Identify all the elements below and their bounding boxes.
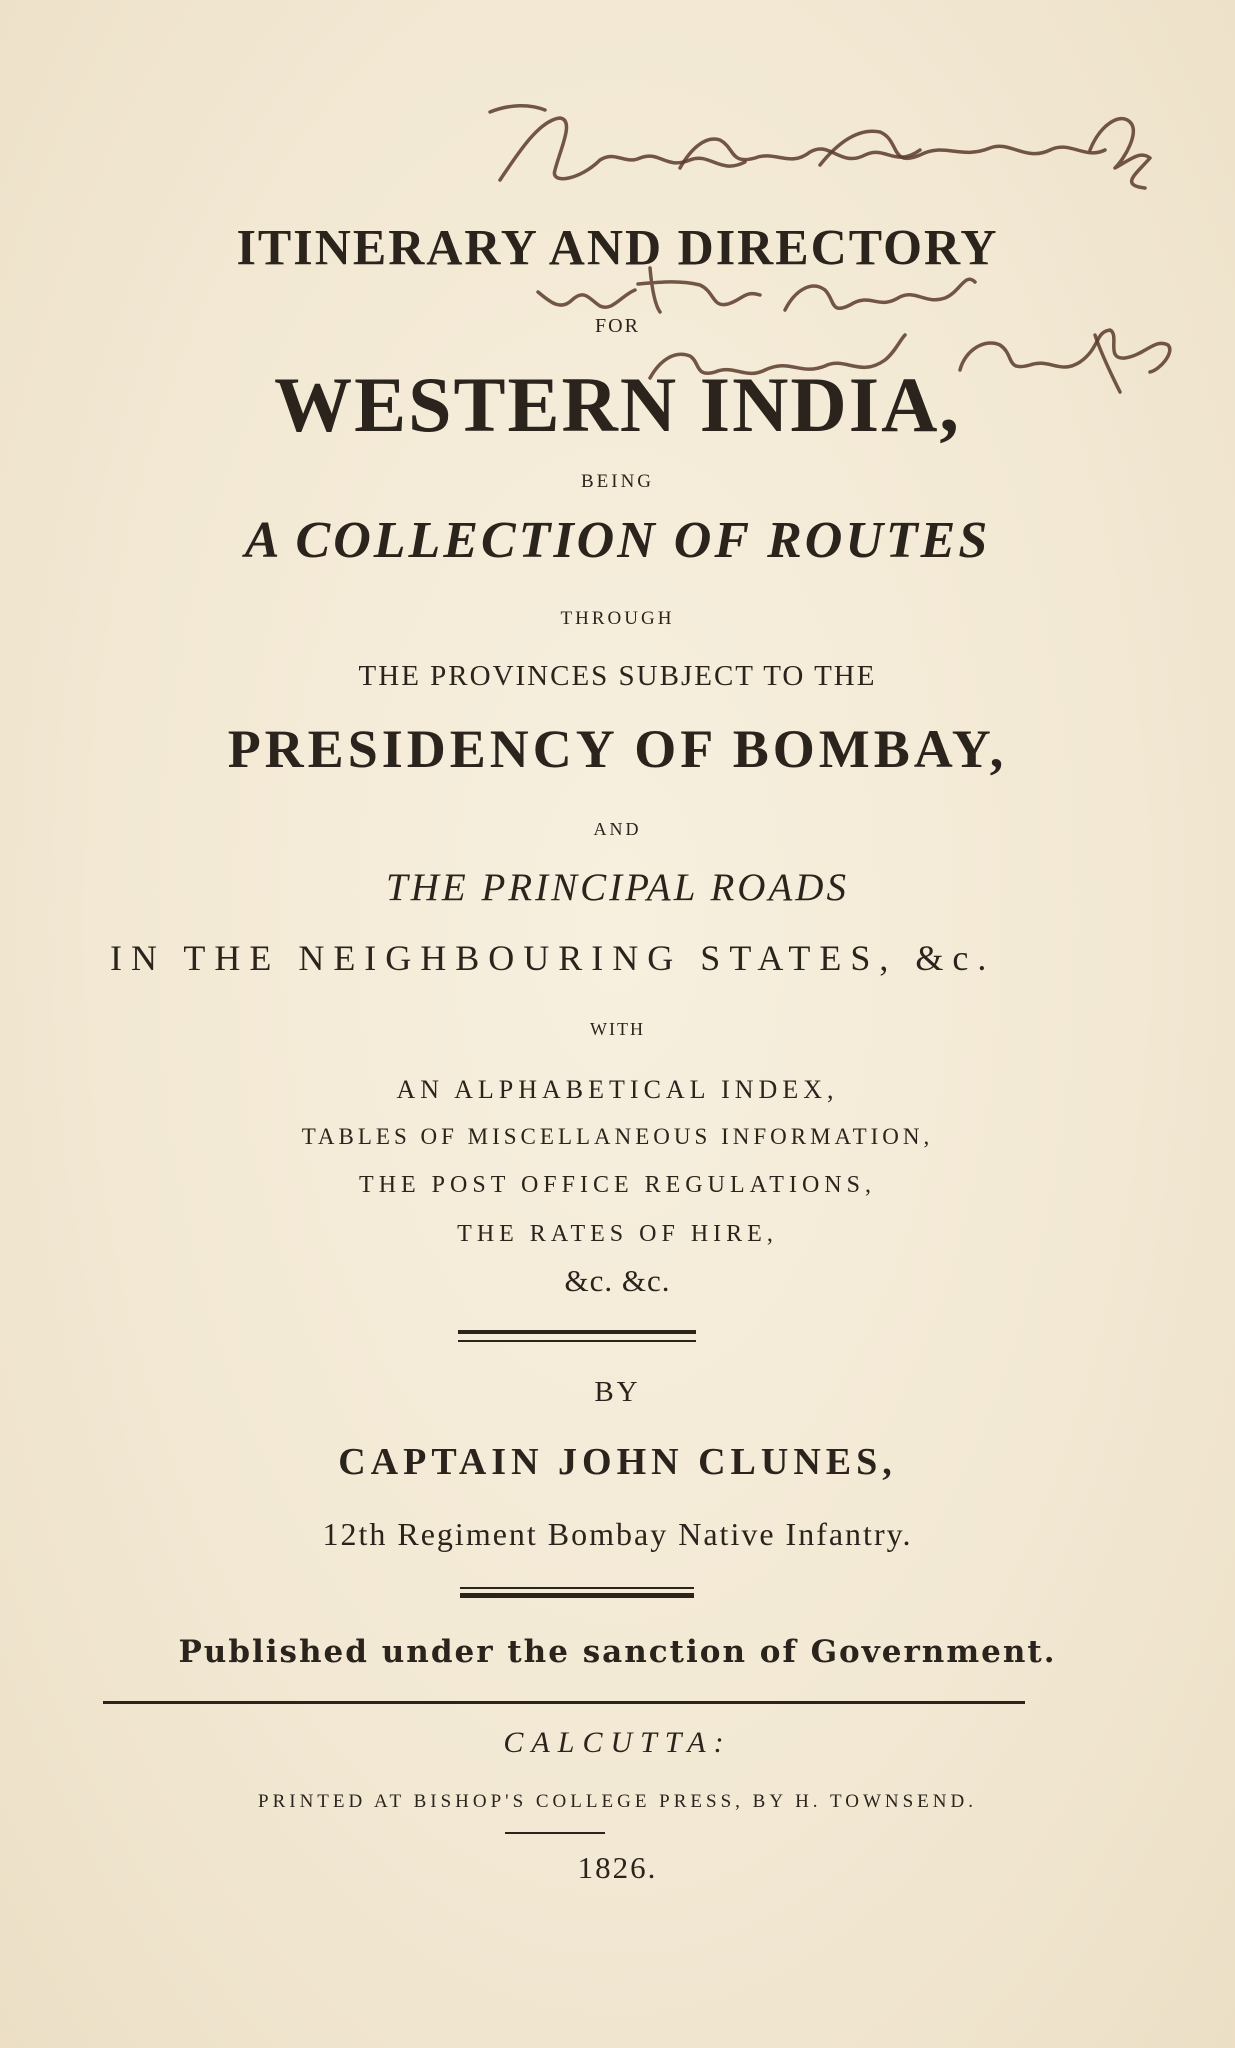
- title-line-western-india: WESTERN INDIA,: [274, 361, 961, 448]
- imprint-divider: [103, 1701, 1025, 1704]
- title-principal-roads: THE PRINCIPAL ROADS: [386, 866, 849, 909]
- double-rule-top: [458, 1330, 696, 1334]
- title-provinces: THE PROVINCES SUBJECT TO THE: [358, 660, 877, 692]
- contents-item: THE POST OFFICE REGULATIONS,: [359, 1172, 876, 1198]
- title-and: AND: [593, 819, 642, 839]
- contents-item: AN ALPHABETICAL INDEX,: [396, 1075, 839, 1104]
- imprint-year: 1826.: [577, 1850, 658, 1885]
- contents-with: WITH: [590, 1019, 645, 1039]
- double-rule-bottom: [460, 1593, 694, 1598]
- title-through: THROUGH: [560, 608, 675, 629]
- title-presidency-of-bombay: PRESIDENCY OF BOMBAY,: [227, 719, 1008, 779]
- contents-item: TABLES OF MISCELLANEOUS INFORMATION,: [301, 1124, 934, 1149]
- contents-etc: &c. &c.: [564, 1263, 671, 1298]
- inscription-line-1: [490, 106, 1150, 188]
- title-for: FOR: [595, 315, 640, 337]
- author-name: CAPTAIN JOHN CLUNES,: [338, 1441, 897, 1483]
- imprint-city: CALCUTTA:: [503, 1726, 732, 1759]
- title-neighbouring-states: IN THE NEIGHBOURING STATES, &c.: [110, 938, 996, 978]
- title-line-itinerary: ITINERARY AND DIRECTORY: [236, 218, 999, 276]
- imprint-printer: PRINTED AT BISHOP'S COLLEGE PRESS, BY H. TOWNSEND.: [258, 1791, 977, 1812]
- author-regiment: 12th Regiment Bombay Native Infantry.: [322, 1516, 913, 1552]
- author-by: BY: [594, 1376, 641, 1408]
- double-rule-bottom-thin: [460, 1587, 694, 1589]
- year-rule: [505, 1832, 605, 1834]
- title-being: BEING: [580, 471, 655, 492]
- double-rule-top-thin: [458, 1340, 696, 1342]
- contents-item: THE RATES OF HIRE,: [457, 1221, 778, 1247]
- title-line-collection-of-routes: A COLLECTION OF ROUTES: [244, 512, 991, 569]
- sanction-line: Published under the sanction of Government.: [178, 1634, 1057, 1670]
